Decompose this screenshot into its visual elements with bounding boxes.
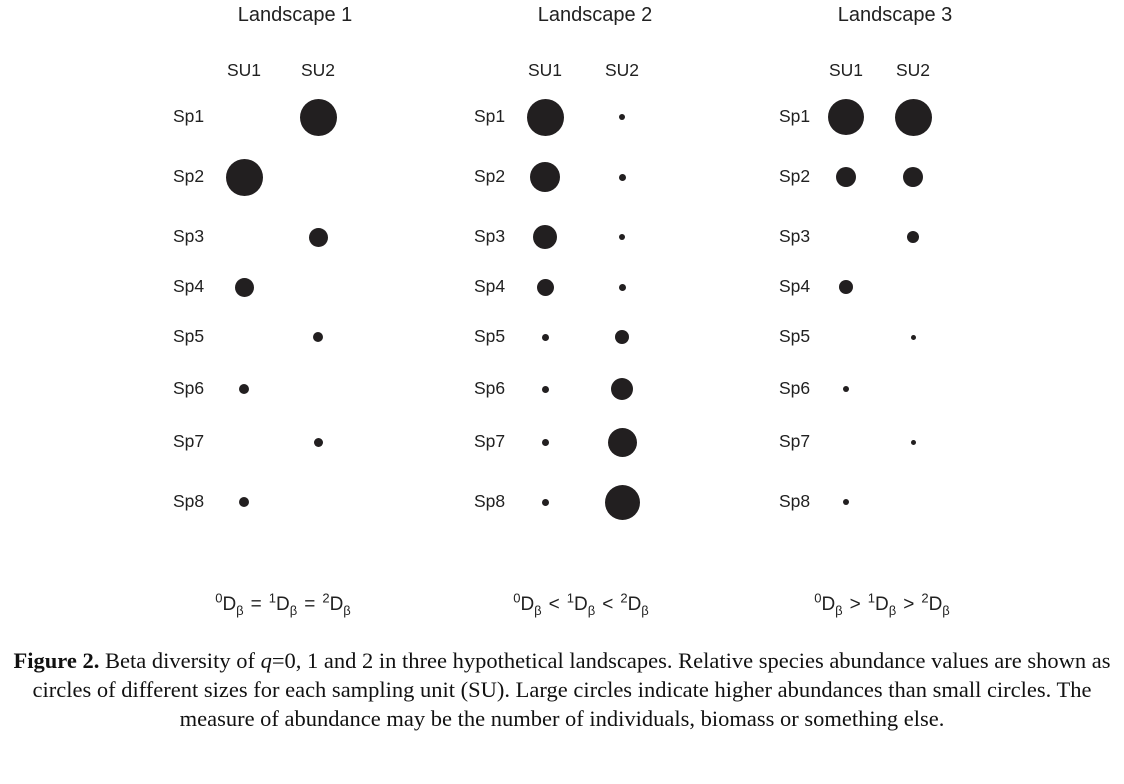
species-label: Sp4 (173, 276, 205, 296)
species-label: Sp2 (173, 166, 205, 186)
beta-diversity-formula (441, 591, 721, 619)
abundance-circle (619, 284, 626, 291)
abundance-circle (530, 162, 560, 192)
abundance-circle (907, 231, 919, 243)
abundance-circle (619, 174, 626, 181)
species-label: Sp1 (474, 106, 506, 126)
species-label: Sp5 (173, 326, 205, 346)
beta-diversity-formula (143, 591, 423, 619)
species-label: Sp7 (779, 431, 811, 451)
abundance-circle (839, 280, 853, 294)
species-label: Sp6 (173, 378, 205, 398)
species-label: Sp6 (779, 378, 811, 398)
diversity-symbol: D (520, 594, 535, 615)
abundance-circle (611, 378, 633, 400)
figure-caption (0, 646, 1124, 733)
relation-operator: > (849, 594, 861, 615)
species-label: Sp5 (474, 326, 506, 346)
species-label: Sp6 (474, 378, 506, 398)
order-superscript: 2 (322, 590, 330, 606)
species-label: Sp3 (173, 226, 205, 246)
relation-operator: < (548, 594, 560, 615)
order-superscript: 1 (268, 590, 276, 606)
relation-operator: < (602, 594, 614, 615)
beta-subscript: β (641, 602, 649, 618)
abundance-circle (235, 278, 254, 297)
abundance-circle (843, 386, 849, 392)
species-label: Sp2 (474, 166, 506, 186)
order-superscript: 0 (215, 590, 223, 606)
species-label: Sp7 (474, 431, 506, 451)
relation-operator: > (903, 594, 915, 615)
column-header-su1: SU1 (527, 60, 563, 80)
order-superscript: 2 (620, 590, 628, 606)
species-label: Sp3 (474, 226, 506, 246)
abundance-circle (836, 167, 856, 187)
diversity-symbol: D (222, 594, 237, 615)
beta-subscript: β (587, 602, 596, 618)
column-header-su1: SU1 (828, 60, 864, 80)
species-label: Sp1 (779, 106, 811, 126)
beta-subscript: β (343, 602, 351, 618)
abundance-circle (605, 485, 640, 520)
relation-operator: = (304, 594, 316, 615)
beta-subscript: β (888, 602, 897, 618)
abundance-circle (911, 440, 916, 445)
diversity-symbol: D (276, 594, 290, 615)
caption-segment: =0, 1 and 2 in three hypothetical landscapes. Relative species abundance values are shown as circles of different sizes for each sampling unit (SU). Large circles indicate higher abundances than small circles. The measure of abundance may be the number of individuals, biomass or something else. (32, 648, 1111, 731)
panel-title: Landscape 1 (237, 4, 353, 26)
abundance-circle (239, 497, 249, 507)
abundance-circle (542, 439, 549, 446)
diversity-symbol: D (329, 594, 344, 615)
panel-title: Landscape 3 (837, 4, 953, 26)
abundance-circle (527, 99, 564, 136)
beta-subscript: β (534, 602, 542, 618)
abundance-circle (828, 99, 864, 135)
order-superscript: 2 (921, 590, 929, 606)
caption-segment: Beta diversity of (99, 648, 261, 673)
abundance-circle (300, 99, 337, 136)
abundance-circle (911, 335, 916, 340)
column-header-su1: SU1 (226, 60, 262, 80)
species-label: Sp8 (474, 491, 506, 511)
beta-subscript: β (942, 602, 950, 618)
species-label: Sp7 (173, 431, 205, 451)
abundance-circle (309, 228, 328, 247)
order-superscript: 0 (513, 590, 521, 606)
abundance-circle (843, 499, 849, 505)
species-label: Sp3 (779, 226, 811, 246)
species-label: Sp1 (173, 106, 205, 126)
order-superscript: 1 (566, 590, 574, 606)
column-header-su2: SU2 (895, 60, 931, 80)
column-header-su2: SU2 (300, 60, 336, 80)
beta-diversity-formula (742, 591, 1022, 619)
species-label: Sp8 (173, 491, 205, 511)
diversity-symbol: D (821, 594, 836, 615)
abundance-circle (903, 167, 923, 187)
diversity-symbol: D (627, 594, 642, 615)
abundance-circle (226, 159, 263, 196)
abundance-circle (542, 499, 549, 506)
abundance-circle (542, 334, 549, 341)
abundance-circle (619, 114, 625, 120)
relation-operator: = (250, 594, 262, 615)
beta-subscript: β (289, 602, 298, 618)
abundance-circle (239, 384, 249, 394)
beta-subscript: β (236, 602, 244, 618)
diversity-symbol: D (928, 594, 943, 615)
abundance-circle (533, 225, 557, 249)
species-label: Sp8 (779, 491, 811, 511)
species-label: Sp4 (779, 276, 811, 296)
abundance-circle (895, 99, 932, 136)
abundance-circle (313, 332, 323, 342)
beta-subscript: β (835, 602, 843, 618)
abundance-circle (537, 279, 554, 296)
caption-segment: Figure 2. (13, 648, 100, 673)
species-label: Sp5 (779, 326, 811, 346)
caption-segment: q (260, 648, 272, 673)
abundance-circle (615, 330, 629, 344)
species-label: Sp2 (779, 166, 811, 186)
order-superscript: 0 (814, 590, 822, 606)
abundance-circle (314, 438, 323, 447)
diversity-symbol: D (875, 594, 889, 615)
diversity-symbol: D (574, 594, 588, 615)
abundance-circle (608, 428, 637, 457)
panel-title: Landscape 2 (537, 4, 653, 26)
order-superscript: 1 (867, 590, 875, 606)
column-header-su2: SU2 (604, 60, 640, 80)
abundance-circle (542, 386, 549, 393)
species-label: Sp4 (474, 276, 506, 296)
abundance-circle (619, 234, 625, 240)
